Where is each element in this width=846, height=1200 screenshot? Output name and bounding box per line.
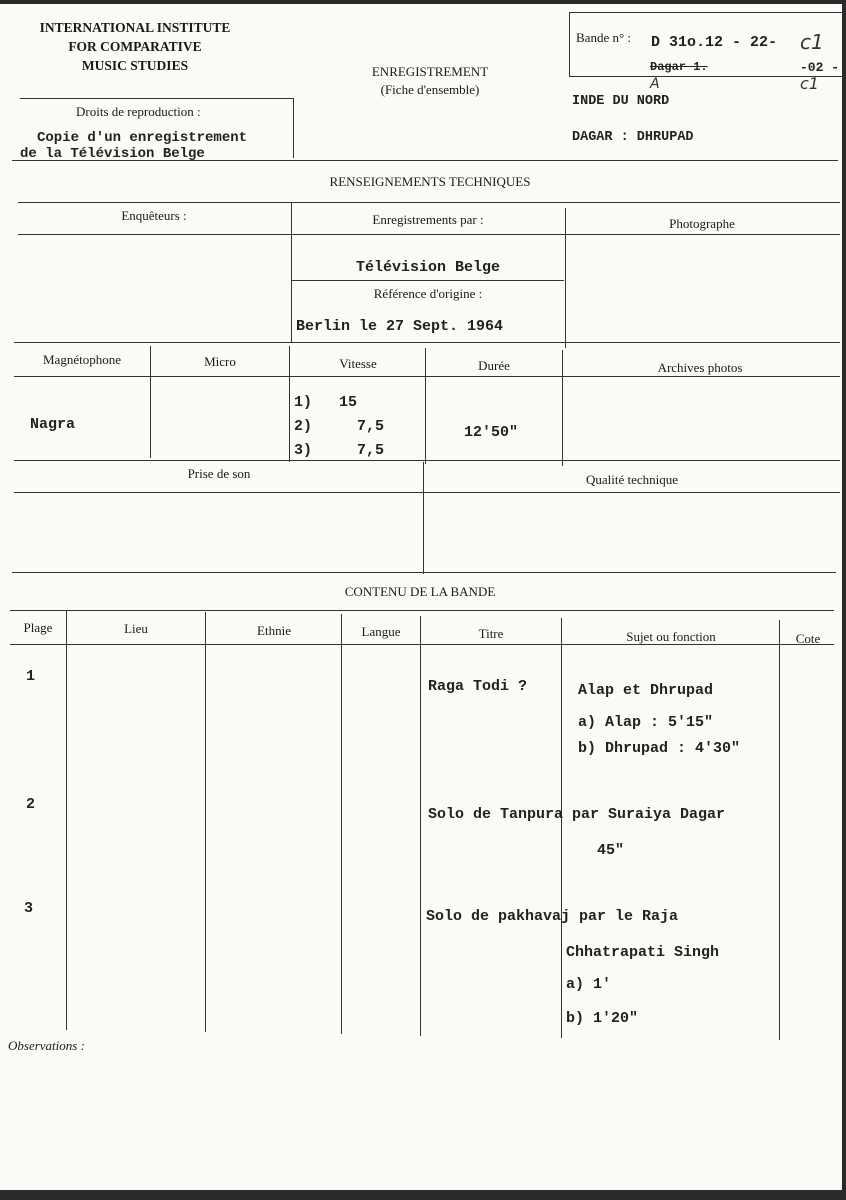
row-3-plage: 3 — [24, 900, 34, 917]
document-title — [340, 64, 520, 98]
doc-title-text: ENREGISTREMENT — [371, 64, 489, 79]
institute-name — [20, 18, 250, 75]
row-1-titre: Raga Todi ? — [428, 678, 528, 695]
institute-line-2: FOR COMPARATIVE — [68, 39, 202, 54]
contents-vline-5 — [561, 618, 562, 1038]
col-sujet: Sujet ou fonction — [626, 629, 716, 644]
droits-line-1: Copie d'un enregistrement — [37, 130, 248, 146]
tech-vline-2 — [565, 208, 566, 348]
droits-box-top-border — [20, 98, 294, 99]
contents-vline-4 — [420, 616, 421, 1036]
contents-vline-6 — [779, 620, 780, 1040]
rule-contenu-top — [12, 572, 836, 573]
institute-line-3: MUSIC STUDIES — [81, 58, 189, 73]
equip-vline-3 — [425, 348, 426, 464]
droits-line-2: de la Télévision Belge — [20, 146, 205, 162]
row-3-sujet-line-1: Chhatrapati Singh — [566, 944, 720, 961]
doc-subtitle-text: (Fiche d'ensemble) — [380, 82, 480, 97]
prise-vline — [423, 462, 424, 574]
col-cote: Cote — [795, 631, 821, 646]
row-1-plage: 1 — [26, 668, 36, 685]
photographe-label: Photographe — [669, 216, 735, 231]
vitesse-value-3: 3) 7,5 — [294, 442, 385, 459]
row-3-sujet-line-2: a) 1' — [566, 976, 612, 993]
equip-vline-4 — [562, 350, 563, 466]
droits-box-right-border — [293, 98, 294, 158]
bande-hand-a: A — [650, 76, 660, 92]
rule-top — [12, 160, 838, 161]
row-2-titre: Solo de Tanpura par Suraiya Dagar — [428, 806, 726, 823]
bande-number: D 31o.12 - 22- — [651, 34, 778, 51]
enqueteurs-label: Enquêteurs : — [121, 208, 187, 223]
subject-text: DAGAR : DHRUPAD — [572, 130, 694, 145]
rule-columns-bottom — [10, 644, 834, 645]
bande-hand-annotation: c1 — [800, 30, 824, 54]
magnetophone-label: Magnétophone — [43, 352, 121, 367]
institute-line-1: INTERNATIONAL INSTITUTE — [39, 20, 231, 35]
rule-prise-top — [14, 460, 840, 461]
row-1-sujet-line-3: b) Dhrupad : 4'30" — [578, 740, 741, 757]
bande-struck-text: Dagar 1. — [650, 60, 708, 74]
row-3-sujet-line-3: b) 1'20" — [566, 1010, 639, 1027]
duree-label: Durée — [478, 358, 510, 373]
rule-equipment-top — [14, 342, 840, 343]
region-text: INDE DU NORD — [572, 94, 670, 109]
row-1-sujet-line-2: a) Alap : 5'15" — [578, 714, 714, 731]
row-2-sujet-line-1: 45" — [597, 842, 625, 859]
col-plage: Plage — [23, 620, 53, 635]
vitesse-value-1: 1) 15 — [294, 394, 358, 411]
observations-label: Observations : — [8, 1038, 85, 1053]
row-3-titre: Solo de pakhavaj par le Raja — [426, 908, 679, 925]
archives-label: Archives photos — [657, 360, 743, 375]
vitesse-label: Vitesse — [339, 356, 377, 371]
qualite-label: Qualité technique — [585, 472, 679, 487]
bande-box-top-border — [569, 12, 842, 13]
magnetophone-value: Nagra — [30, 416, 76, 433]
rule-equipment-header-bottom — [14, 376, 840, 377]
bande-hand-annotation-2: c1 — [800, 74, 819, 93]
contents-section-title: CONTENU DE LA BANDE — [344, 584, 496, 599]
droits-label: Droits de reproduction : — [76, 104, 201, 119]
reference-label: Référence d'origine : — [373, 286, 483, 301]
rule-tech-header-top — [18, 202, 840, 203]
vitesse-value-2: 2) 7,5 — [294, 418, 385, 435]
archive-record-sheet — [0, 4, 842, 1190]
col-titre: Titre — [478, 626, 504, 641]
col-langue: Langue — [361, 624, 401, 639]
contents-vline-2 — [205, 612, 206, 1032]
bande-box-left-border — [569, 12, 570, 76]
col-lieu: Lieu — [124, 621, 148, 636]
bande-label: Bande n° : — [576, 30, 632, 45]
row-2-plage: 2 — [26, 796, 36, 813]
contents-vline-3 — [341, 614, 342, 1034]
prise-label: Prise de son — [187, 466, 251, 481]
equip-vline-2 — [289, 346, 290, 462]
rule-tech-header-bottom — [18, 234, 840, 235]
micro-label: Micro — [204, 354, 236, 369]
row-1-sujet-line-1: Alap et Dhrupad — [578, 682, 714, 699]
equip-vline-1 — [150, 346, 151, 458]
rule-columns-top — [10, 610, 834, 611]
contents-vline-1 — [66, 610, 67, 1030]
duree-value: 12'50" — [464, 424, 519, 441]
bande-suffix: -02 - — [800, 60, 840, 75]
col-ethnie: Ethnie — [257, 623, 291, 638]
rule-prise-bottom — [14, 492, 840, 493]
technical-section-title: RENSEIGNEMENTS TECHNIQUES — [329, 174, 531, 189]
enregistrements-value: Télévision Belge — [355, 259, 501, 276]
rule-reference — [292, 280, 564, 281]
reference-value: Berlin le 27 Sept. 1964 — [296, 318, 504, 335]
enregistrements-label: Enregistrements par : — [372, 212, 484, 227]
